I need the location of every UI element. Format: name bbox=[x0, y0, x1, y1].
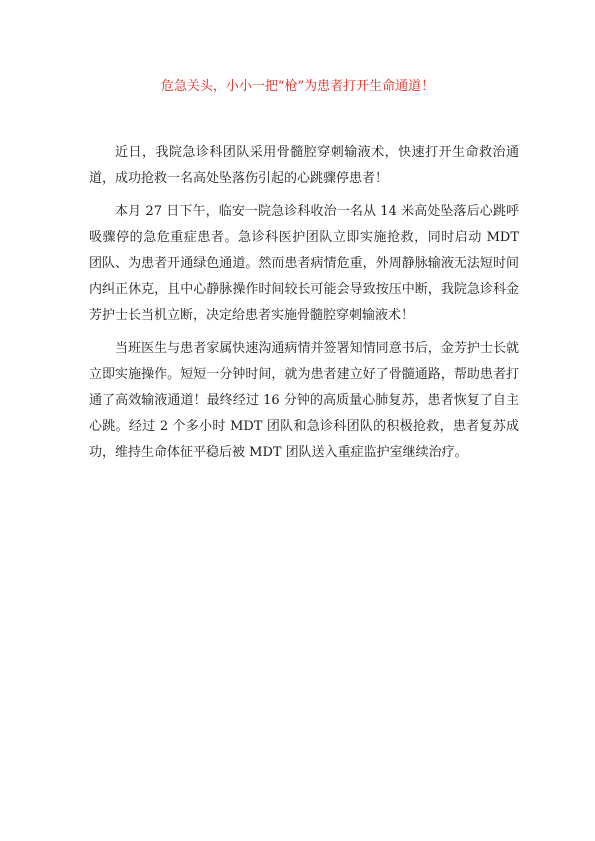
paragraph-case: 本月 27 日下午，临安一院急诊科收治一名从 14 米高处坠落后心跳呼吸骤停的急危重症患者。急诊科医护团队立即实施抢救，同时启动 MDT 团队、为患者开通绿色通道。然而患者病情危重，外周静脉输液无法短时间内纠正休克，且中心静脉操作时间较长可能会导致按压中断，我院急诊科金芳护士长当机立断，决定给患者实施骨髓腔穿刺输液术！ bbox=[89, 204, 519, 323]
paragraph-outcome: 当班医生与患者家属快速沟通病情并签署知情同意书后，金芳护士长就立即实施操作。短短一分钟时间，就为患者建立好了骨髓通路，帮助患者打通了高效输液通道！最终经过 16 分钟的高质量心肺复苏，患者恢复了自主心跳。经过 2 个多小时 MDT 团队和急诊科团队的积极抢救，患者复苏成功，维持生命体征平稳后被 MDT 团队送入重症监护室继续治疗。 bbox=[89, 341, 519, 460]
article-body bbox=[89, 140, 519, 473]
paragraph-intro: 近日，我院急诊科团队采用骨髓腔穿刺输液术，快速打开生命救治通道，成功抢救一名高处坠落伤引起的心跳骤停患者！ bbox=[89, 145, 519, 186]
article-title: 危急关头，小小一把“枪”为患者打开生命通道！ bbox=[160, 79, 435, 94]
